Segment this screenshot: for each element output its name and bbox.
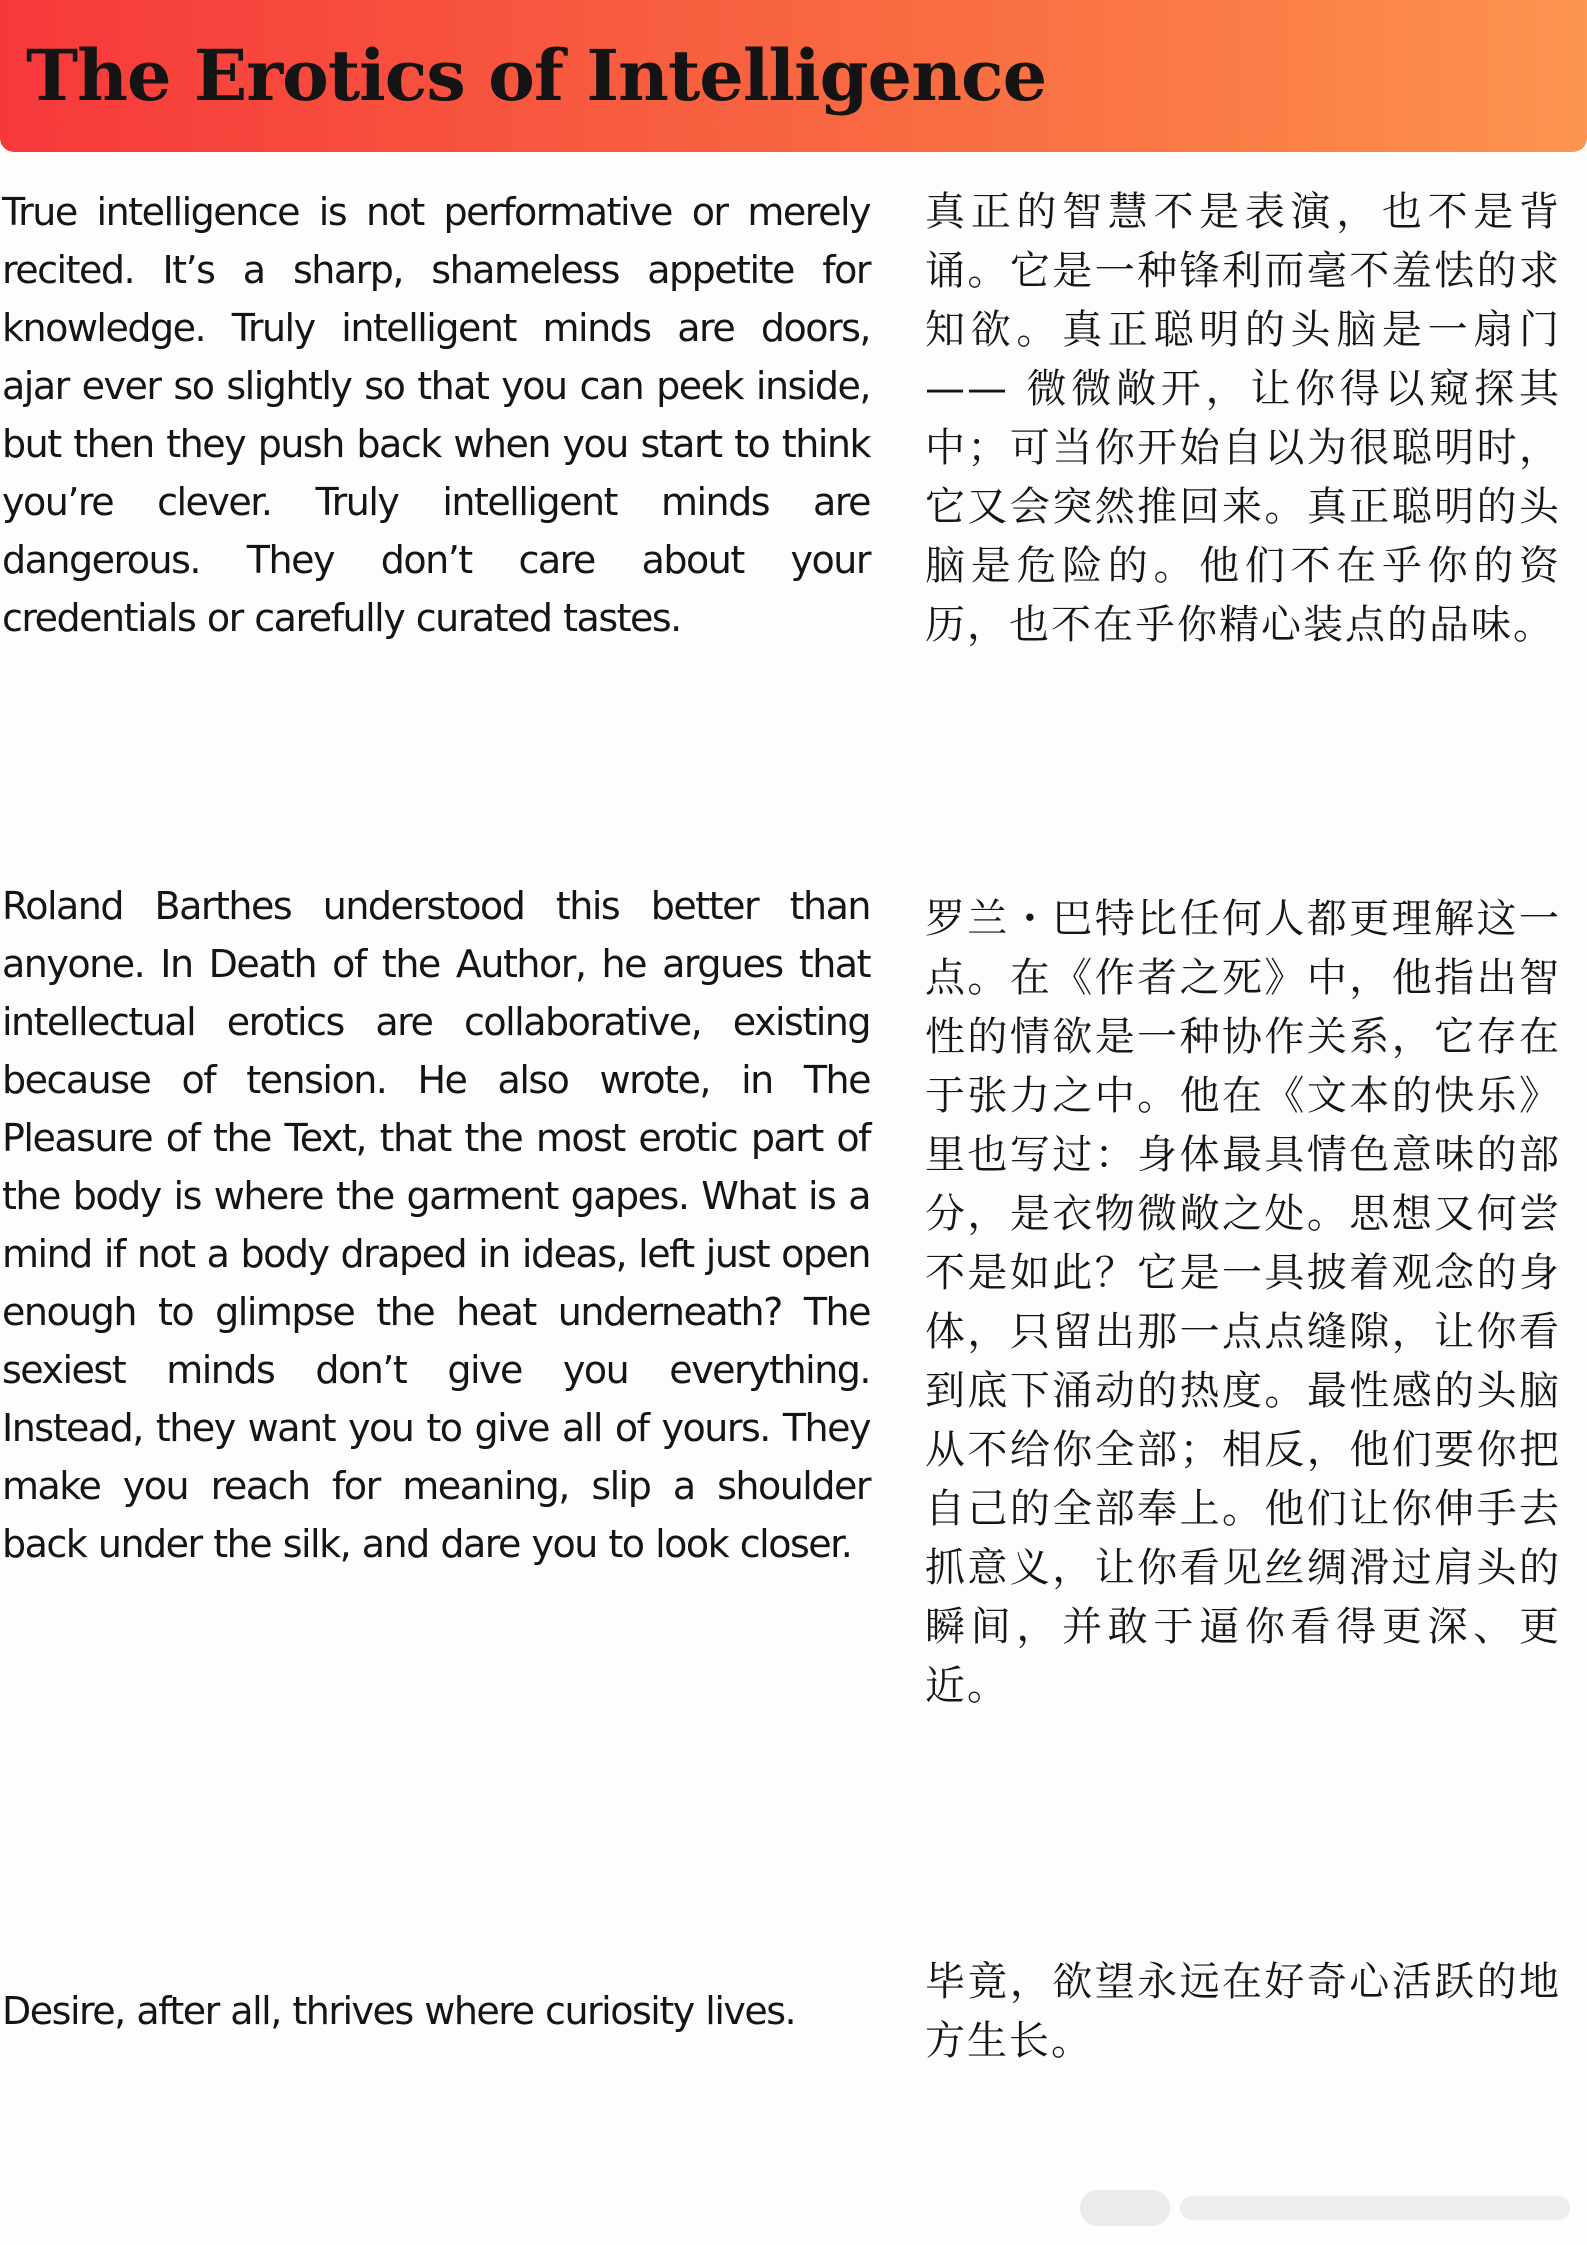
page-title: The Erotics of Intelligence bbox=[26, 34, 1047, 117]
paragraph-en-3: Desire, after all, thrives where curiosity lives. bbox=[2, 1989, 796, 2033]
paragraph-en-2: Roland Barthes understood this better than anyone. In Death of the Author, he argues that intellectual erotics are collaborative, existing because of tension. He also wrote, in The Pleasure of the Text, that the most erotic part of the body is where the garment gapes. What is a mind if not a body draped in ideas, left just open enough to glimpse the heat underneath? The sexiest minds don’t give you everything. Instead, they want you to give all of yours. They make you reach for meaning, slip a shoulder back under the silk, and dare you to look closer. bbox=[2, 884, 870, 1566]
paragraph-en-1: True intelligence is not performative or merely recited. It’s a sharp, shameless appetite for knowledge. Truly intelligent minds are doors, ajar ever so slightly so that you can peek inside, but then they push back when you start to think you’re clever. Truly intelligent minds are dangerous. They don’t care about your credentials or carefully curated tastes. bbox=[2, 190, 870, 640]
title-banner bbox=[0, 0, 1587, 152]
watermark-icon bbox=[1080, 2190, 1170, 2226]
paragraph-zh-1: 真正的智慧不是表演，也不是背诵。它是一种锋利而毫不羞怯的求知欲。真正聪明的头脑是一扇门 —— 微微敞开，让你得以窥探其中；可当你开始自以为很聪明时，它又会突然推回来。真正聪明的头脑是危险的。他们不在乎你的资历，也不在乎你精心装点的品味。 bbox=[925, 189, 1561, 648]
watermark-text bbox=[1180, 2196, 1570, 2220]
paragraph-zh-2: 罗兰・巴特比任何人都更理解这一点。在《作者之死》中，他指出智性的情欲是一种协作关系，它存在于张力之中。他在《文本的快乐》里也写过：身体最具情色意味的部分，是衣物微敞之处。思想又何尝不是如此？它是一具披着观念的身体，只留出那一点点缝隙，让你看到底下涌动的热度。最性感的头脑从不给你全部；相反，他们要你把自己的全部奉上。他们让你伸手去抓意义，让你看见丝绸滑过肩头的瞬间，并敢于逼你看得更深、更近。 bbox=[925, 896, 1561, 1709]
paragraph-zh-3: 毕竟，欲望永远在好奇心活跃的地方生长。 bbox=[925, 1959, 1561, 2064]
